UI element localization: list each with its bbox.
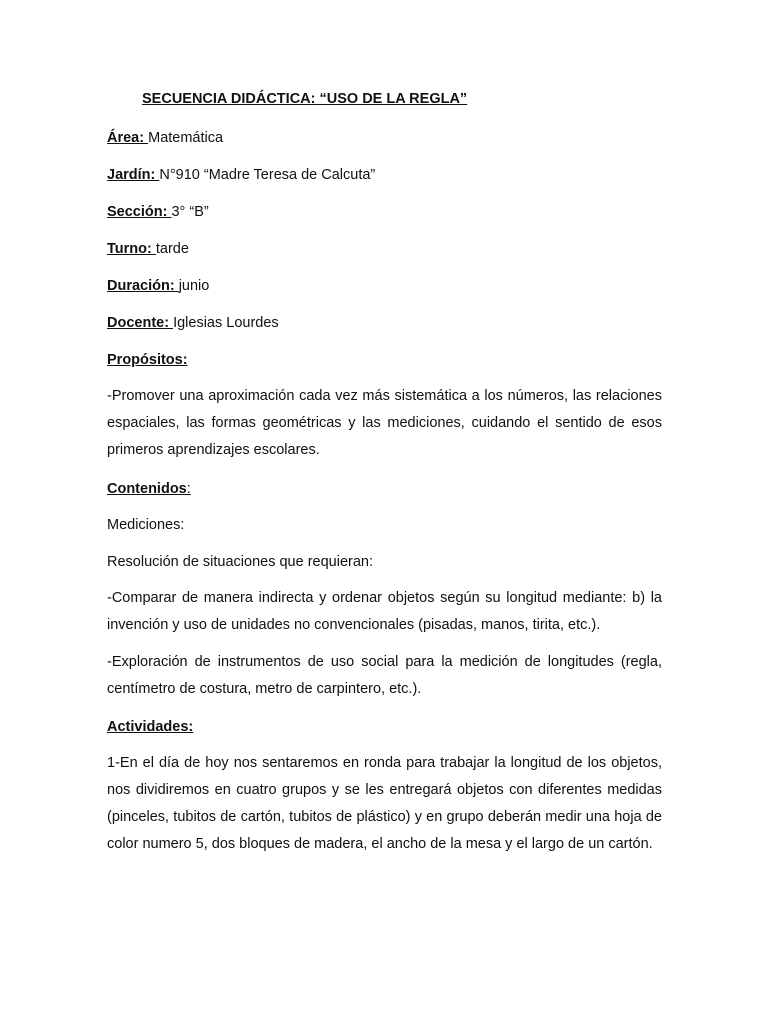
propositos-text: -Promover una aproximación cada vez más sistemática a los números, las relaciones espaciales, las formas geométricas y las mediciones, cuidando el sentido de esos primeros aprendizajes escolares. <box>107 388 662 458</box>
field-turno-value: tarde <box>155 241 189 257</box>
field-area-value: Matemática <box>148 130 224 146</box>
field-duracion-label: Duración: <box>107 278 179 294</box>
field-docente-value: Iglesias Lourdes <box>173 315 279 331</box>
field-jardin-label: Jardín: <box>107 167 160 183</box>
contenidos-heading <box>107 479 191 499</box>
propositos-heading <box>107 350 188 370</box>
actividades-heading <box>107 717 193 737</box>
field-docente-label: Docente: <box>107 315 174 331</box>
propositos-heading-text: Propósitos: <box>107 352 188 368</box>
field-docente <box>107 313 279 333</box>
field-jardin-value: N°910 “Madre Teresa de Calcuta” <box>159 167 376 183</box>
actividades-heading-text: Actividades: <box>107 719 194 735</box>
contenidos-heading-colon: : <box>186 481 191 497</box>
contenidos-item-2: -Exploración de instrumentos de uso social para la medición de longitudes (regla, centímetro de costura, metro de carpintero, etc.). <box>107 654 662 697</box>
field-duracion <box>107 276 209 296</box>
field-seccion-label: Sección: <box>107 204 172 220</box>
field-area <box>107 128 223 148</box>
document-title: SECUENCIA DIDÁCTICA: “USO DE LA REGLA” <box>142 91 468 107</box>
contenidos-subheading: Mediciones: <box>107 517 185 533</box>
field-turno-label: Turno: <box>107 241 156 257</box>
field-jardin <box>107 165 375 185</box>
field-turno <box>107 239 189 259</box>
contenidos-intro: Resolución de situaciones que requieran: <box>107 554 374 570</box>
contenidos-item-1: -Comparar de manera indirecta y ordenar objetos según su longitud mediante: b) la invención y uso de unidades no convencionales (pisadas, manos, tirita, etc.). <box>107 590 662 633</box>
contenidos-heading-text: Contenidos <box>107 481 187 497</box>
actividades-text: 1-En el día de hoy nos sentaremos en ronda para trabajar la longitud de los objetos, nos dividiremos en cuatro grupos y se les entregará objetos con diferentes medidas (pinceles, tubitos de cartón, tubitos de plástico) y en grupo deberán medir una hoja de color numero 5, dos bloques de madera, el ancho de la mesa y el largo de un cartón. <box>107 755 662 852</box>
field-seccion <box>107 202 209 222</box>
field-duracion-value: junio <box>178 278 210 294</box>
field-seccion-value: 3° “B” <box>171 204 209 220</box>
field-area-label: Área: <box>107 130 149 146</box>
